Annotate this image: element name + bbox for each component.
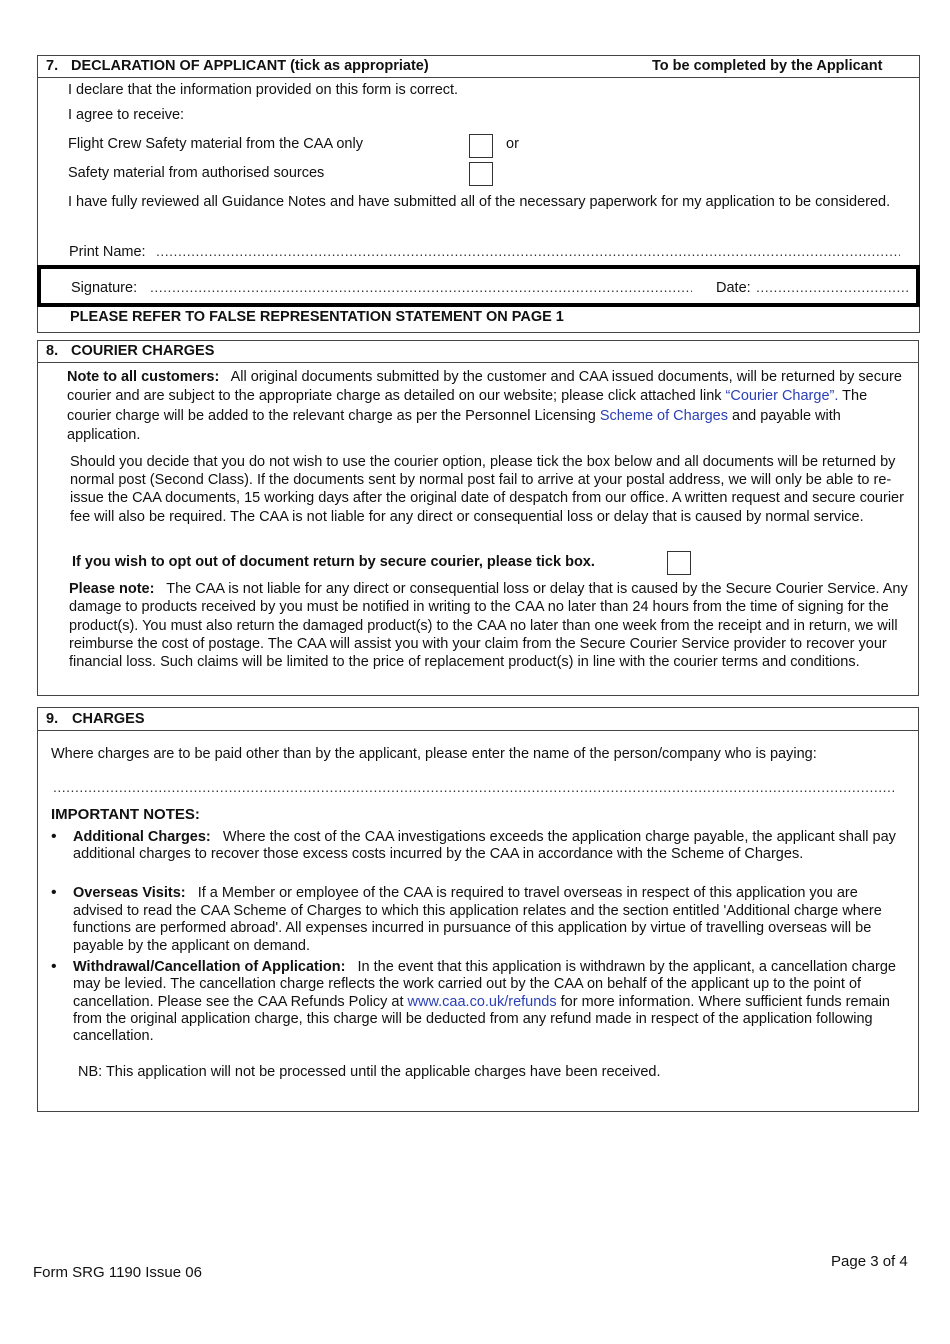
additional-charges-text: Where the cost of the CAA investigations exceeds the application charge payable, the applicant shall pay additional charges to recover those excess costs incurred by the CAA in accordance with the Scheme of Charges. <box>73 829 896 863</box>
overseas-visits-text: If a Member or employee of the CAA is required to travel overseas in respect of this application you are advised to read the CAA Scheme of Charges to which this application relates and the section entitled 'Additional charge where functions are performed abroad'. All expenses incurred in pursuance of this application by virtue of travelling overseas will be payable by the applicant on demand. <box>73 885 882 954</box>
please-note-text: The CAA is not liable for any direct or consequential loss or delay that is caused by the Secure Courier Service. Any damage to products received by you must be notified in writing to the CAA no later than 24 hours from the time of signing for the product(s). You must also return the damaged product(s) to the CAA no later than one week from the receipt and in return, we will reimburse the cost of postage. The CAA will assist you with your claim from the Secure Courier Service provider to recover your financial loss. Such claims will be limited to the price of replacement product(s) in line with the courier terms and conditions. <box>69 581 908 671</box>
courier-note <box>67 368 909 445</box>
bullet-additional: • <box>51 828 57 845</box>
section-7-right-title: To be completed by the Applicant <box>652 58 883 74</box>
bullet-overseas: • <box>51 884 57 901</box>
signature-field[interactable] <box>150 279 692 297</box>
option-caa-only-label: Flight Crew Safety material from the CAA only <box>68 136 363 152</box>
date-label: Date: <box>716 280 751 296</box>
section-8-header-rule <box>37 362 919 363</box>
note-label: Note to all customers: <box>67 369 220 385</box>
section-9-title: CHARGES <box>72 711 145 727</box>
section-8-number: 8. <box>46 343 59 359</box>
normal-post-paragraph: Should you decide that you do not wish to use the courier option, please tick the box below and all documents will be returned by normal post (Second Class). If the documents sent by normal post fail to arrive at your postal address, we will only be able to re-issue the CAA documents, 15 working days after the original date of despatch from our office. A written request and secure courier fee will also be required. The CAA is not liable for any direct or consequential loss or delay that is caused by normal service. <box>70 454 904 525</box>
form-id: Form SRG 1190 Issue 06 <box>33 1264 202 1281</box>
additional-charges-label: Additional Charges: <box>73 829 211 845</box>
note-text-3: and payable with application. <box>67 407 841 443</box>
withdrawal-text-1: In the event that this application is withdrawn by the applicant, a cancellation charge may be levied. The cancellation charge reflects the work carried out by the CAA on behalf of the applicant up to the point of cancellation. Please see the CAA Refunds Policy at <box>73 959 896 1010</box>
withdrawal-text-2: for more information. Where sufficient funds remain from the original application charge, this charge will be deducted from any refund made in respect of the application following cancellation. <box>73 993 891 1045</box>
declare-text: I declare that the information provided on this form is correct. <box>68 82 459 98</box>
section-7-number: 7. <box>46 58 59 74</box>
section-8-title: COURIER CHARGES <box>71 343 215 359</box>
reviewed-text: I have fully reviewed all Guidance Notes and have submitted all of the necessary paperwork for my application to be considered. <box>68 194 891 210</box>
option-authorised-label: Safety material from authorised sources <box>68 165 325 181</box>
courier-charge-link[interactable]: “Courier Charge”. <box>725 388 839 405</box>
overseas-visits-label: Overseas Visits: <box>73 885 186 901</box>
please-note-paragraph <box>69 580 911 671</box>
opt-out-label: If you wish to opt out of document return by secure courier, please tick box. <box>72 554 595 570</box>
withdrawal-item <box>73 959 903 1045</box>
note-text-2: The courier charge will be added to the relevant charge as per the Personnel Licensing <box>67 388 868 424</box>
option-authorised-checkbox[interactable] <box>469 162 493 186</box>
false-representation-notice: PLEASE REFER TO FALSE REPRESENTATION STATEMENT ON PAGE 1 <box>70 309 564 325</box>
nb-notice: NB: This application will not be processed until the applicable charges have been received. <box>78 1064 661 1080</box>
print-name-label: Print Name: <box>69 244 146 260</box>
additional-charges-item <box>73 829 903 863</box>
option-caa-only-checkbox[interactable] <box>469 134 493 158</box>
section-9-number: 9. <box>46 711 59 727</box>
withdrawal-label: Withdrawal/Cancellation of Application: <box>73 959 346 975</box>
note-text-1: All original documents submitted by the customer and CAA issued documents, will be returned by secure courier and are subject to the appropriate charge as detailed on our website; please click attached link <box>67 369 902 405</box>
important-notes-heading: IMPORTANT NOTES: <box>51 806 200 823</box>
agree-text: I agree to receive: <box>68 107 185 123</box>
page-number: Page 3 of 4 <box>831 1253 908 1270</box>
payer-name-field[interactable] <box>53 779 897 797</box>
or-label: or <box>506 136 519 152</box>
scheme-of-charges-link[interactable]: Scheme of Charges <box>599 407 728 424</box>
date-field[interactable] <box>756 279 910 297</box>
signature-label: Signature: <box>71 280 138 296</box>
overseas-visits-item <box>73 885 901 955</box>
section-7-title: DECLARATION OF APPLICANT (tick as appropriate) <box>71 58 429 74</box>
bullet-withdrawal: • <box>51 958 57 975</box>
section-7-header-rule <box>37 77 920 78</box>
payer-instruction: Where charges are to be paid other than by the applicant, please enter the name of the person/company who is paying: <box>51 746 817 762</box>
opt-out-checkbox[interactable] <box>667 551 691 575</box>
print-name-field[interactable] <box>156 243 900 261</box>
refunds-link[interactable]: www.caa.co.uk/refunds <box>407 993 557 1010</box>
please-note-label: Please note: <box>69 581 155 597</box>
section-9-header-rule <box>37 730 919 731</box>
